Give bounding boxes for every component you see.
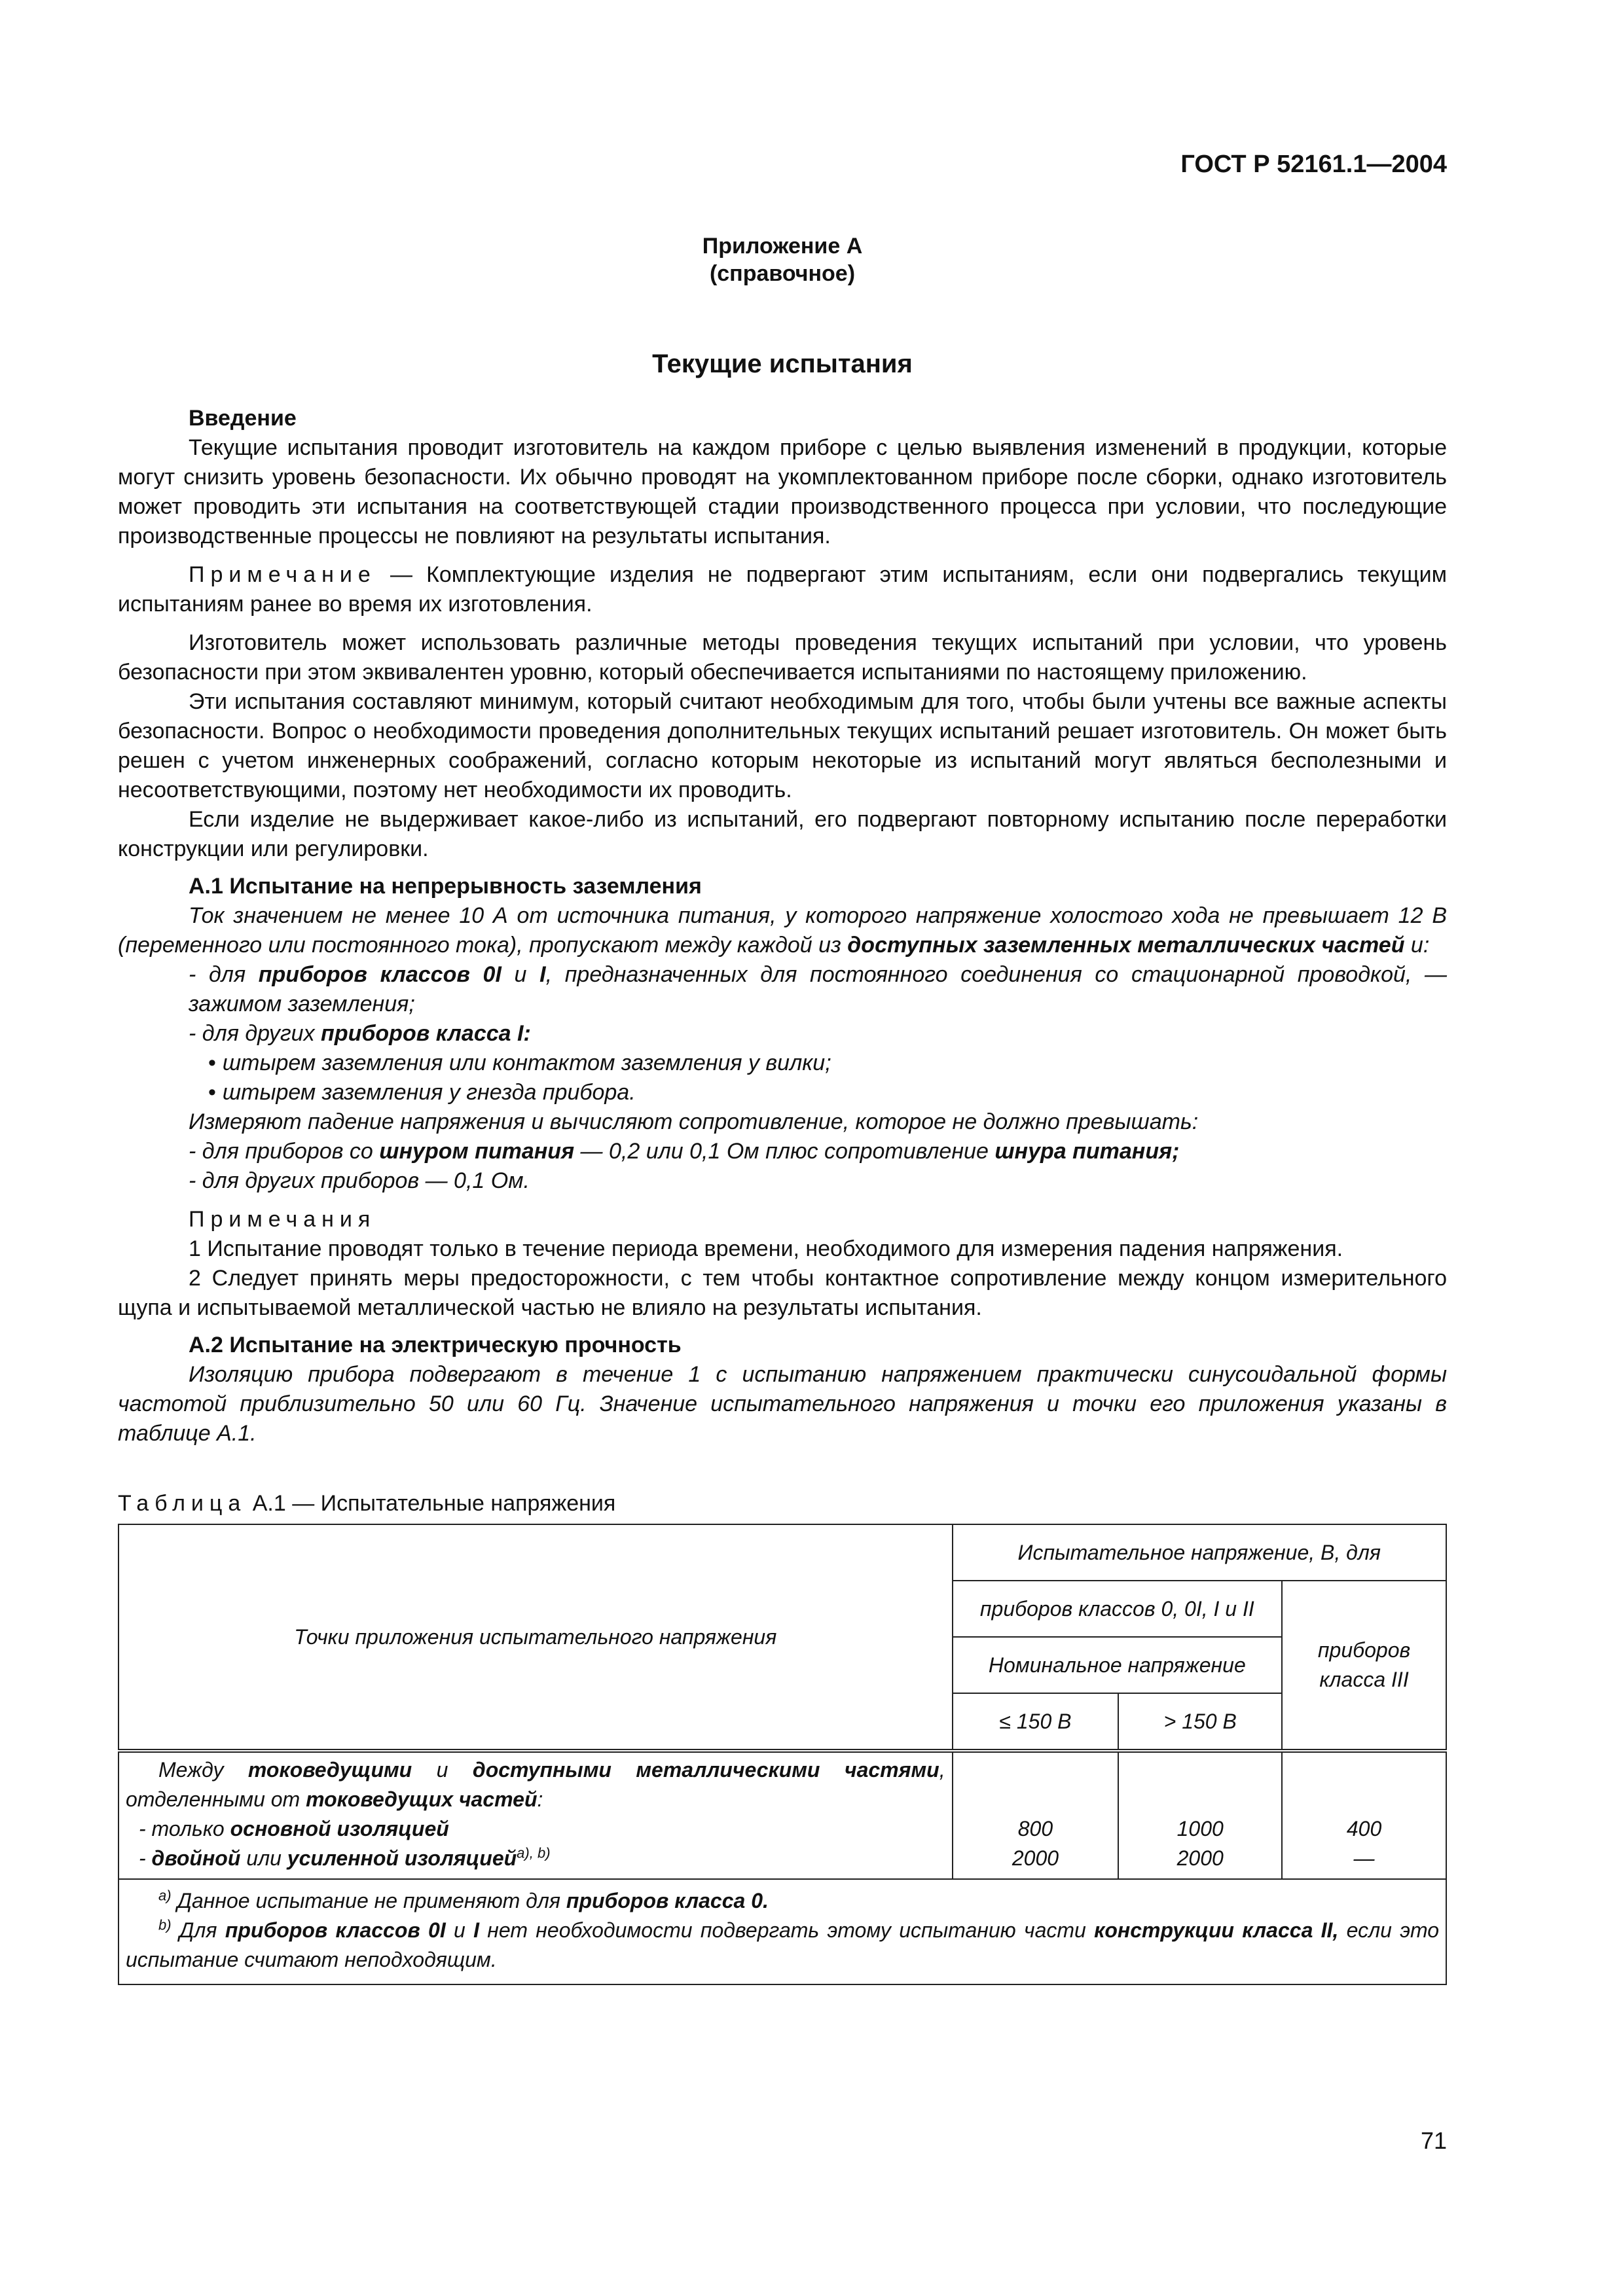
header-classes: приборов классов 0, 0I, I и II (953, 1581, 1283, 1637)
section-a2-heading: А.2 Испытание на электрическую прочность (189, 1333, 682, 1357)
item2-a: - для других (189, 1021, 321, 1046)
m1-a: - для приборов со (189, 1139, 380, 1164)
item1-e: , предназначенных для постоянного соединения со стационарной проводкой, — зажимом заземления; (189, 962, 1447, 1016)
section-a1-heading: А.1 Испытание на непрерывность заземления (189, 874, 702, 899)
document-id: ГОСТ Р 52161.1—2004 (1180, 151, 1447, 178)
row-b: токоведущими (247, 1758, 412, 1782)
m1-d: шнура питания; (994, 1139, 1180, 1164)
header-voltage: Испытательное напряжение, В, для (953, 1524, 1446, 1581)
intro-note (118, 560, 1447, 619)
r1-v3: 400 (1346, 1817, 1382, 1840)
item1-b: приборов классов 0I (258, 962, 501, 987)
a1-notes-label: Примечания (189, 1207, 376, 1232)
item1-d: I (539, 962, 546, 987)
a1-bullet-1: • штырем заземления или контактом заземления у вилки; (118, 1049, 1447, 1078)
fn-b-t3: нет необходимости подвергать этому испытанию части (479, 1918, 1095, 1942)
r1-a: - только (139, 1817, 230, 1840)
fn-b-t2: и (445, 1918, 474, 1942)
footnote-a (126, 1886, 1439, 1916)
row-c: и (412, 1758, 473, 1782)
r2-v3: — (1353, 1846, 1375, 1870)
fn-b-b2: I (473, 1918, 479, 1942)
footnote-b (126, 1916, 1439, 1975)
annex-label: Приложение А (702, 234, 863, 259)
a1-measure: Измеряют падение напряжения и вычисляют сопротивление, которое не должно превышать: (189, 1109, 1199, 1134)
a1-p1-end: и: (1404, 933, 1430, 958)
r1-v1: 800 (1017, 1817, 1053, 1840)
table-caption-text: А.1 — Испытательные напряжения (246, 1491, 616, 1516)
item1-a: - для (189, 962, 259, 987)
annex-type: (справочное) (709, 261, 856, 286)
fn-b-mark: b) (158, 1916, 172, 1933)
col-gt150-values (1118, 1751, 1282, 1879)
row-f: токоведущих частей (306, 1787, 538, 1811)
test-voltage-table (118, 1524, 1447, 1985)
fn-a-mark: a) (158, 1887, 172, 1904)
a2-paragraph-1: Изоляцию прибора подвергают в течение 1 с испытанию напряжением практически синусоидальной формы частотой приблизительно 50 или 60 Гц. Значение испытательного напряжения и точки его приложения указаны в таблице А.1. (118, 1362, 1447, 1446)
header-gt150: > 150 В (1118, 1693, 1282, 1751)
fn-b-t4: если это испытание считают неподходящим. (126, 1918, 1440, 1971)
r2-v1: 2000 (1012, 1846, 1059, 1870)
item2-b: приборов класса I: (321, 1021, 531, 1046)
intro-heading: Введение (189, 406, 297, 431)
a1-item-1 (118, 960, 1447, 1019)
intro-paragraph-4: Если изделие не выдерживает какое-либо из испытаний, его подвергают повторному испытанию после переработки конструкции или регулировки. (118, 807, 1447, 861)
a1-bullet-2: • штырем заземления у гнезда прибора. (118, 1078, 1447, 1107)
page-title: Текущие испытания (652, 350, 913, 378)
a1-p1-text: Ток значением не менее 10 А от источника питания, у которого напряжение холостого хода не превышает 12 В (переменного или постоянного тока), пропускают между каждой из (118, 903, 1447, 958)
m1-c: — 0,2 или 0,1 Ом плюс сопротивление (574, 1139, 995, 1164)
fn-b-b1: приборов классов 0I (225, 1918, 446, 1942)
a1-p1-term: доступных заземленных металлических частей (847, 933, 1405, 958)
col-le150-values (953, 1751, 1119, 1879)
fn-b-b3: конструкции класса II, (1094, 1918, 1339, 1942)
fn-a-bold: приборов класса 0. (566, 1889, 769, 1912)
row-lead (126, 1755, 945, 1814)
row-a: Между (158, 1758, 248, 1782)
header-nominal: Номинальное напряжение (953, 1637, 1283, 1693)
note-label: Примечание (189, 562, 376, 587)
r2-b: двойной (151, 1846, 241, 1870)
page-body (118, 151, 1447, 1985)
note-text: — Комплектующие изделия не подвергают этим испытаниям, если они подвергались текущим испытаниям ранее во время их изготовления. (118, 562, 1447, 617)
r1-v2: 1000 (1176, 1817, 1224, 1840)
header-points: Точки приложения испытательного напряжения (119, 1524, 953, 1751)
col-class3-values (1282, 1751, 1446, 1879)
row-basic (126, 1814, 945, 1844)
annex-heading (118, 232, 1447, 287)
table-caption-label: Таблица (118, 1491, 247, 1516)
row-g: : (537, 1787, 543, 1811)
intro-paragraph-2: Изготовитель может использовать различные методы проведения текущих испытаний при условии, что уровень безопасности при этом эквивалентен уровню, который обеспечивается испытаниями по настоящему приложению. (118, 630, 1447, 685)
r2-a: - (139, 1846, 152, 1870)
r1-b: основной изоляцией (230, 1817, 449, 1840)
header-le150: ≤ 150 В (953, 1693, 1119, 1751)
m1-b: шнуром питания (379, 1139, 575, 1164)
a1-measure-1 (118, 1137, 1447, 1166)
page-number: 71 (1420, 2127, 1447, 2154)
row-e: , отделенными от (126, 1758, 945, 1811)
intro-paragraph-3: Эти испытания составляют минимум, который считают необходимым для того, чтобы были учтены все важные аспекты безопасности. Вопрос о необходимости проведения дополнительных текущих испытаний решает изготовитель. Он может быть решен с учетом инженерных соображений, согласно которым некоторые из испытаний могут являться бесполезными и несоответствующими, поэтому нет необходимости их проводить. (118, 689, 1447, 802)
intro-paragraph-1: Текущие испытания проводит изготовитель на каждом приборе с целью выявления изменений в продукции, которые могут снизить уровень безопасности. Их обычно проводят на укомплектованном приборе после сборки, однако изготовитель может проводить эти испытания на соответствующей стадии производственного процесса при условии, что последующие производственные процессы не повлияют на результаты испытания. (118, 435, 1447, 548)
fn-b-t1: Для (171, 1918, 225, 1942)
row-d: доступными металлическими частями (472, 1758, 939, 1782)
a1-measure-2: - для других приборов — 0,1 Ом. (189, 1168, 530, 1193)
a1-note-1: 1 Испытание проводят только в течение периода времени, необходимого для измерения падения напряжения. (189, 1236, 1343, 1261)
a1-paragraph-1 (118, 901, 1447, 960)
table-row-description (119, 1751, 953, 1879)
r2-sup: a), b) (517, 1844, 551, 1861)
row-double (126, 1844, 945, 1873)
table-footnotes (119, 1879, 1446, 1984)
item1-c: и (501, 962, 540, 987)
a1-note-2: 2 Следует принять меры предосторожности, с тем чтобы контактное сопротивление между концом измерительного щупа и испытываемой металлической частью не влияло на результаты испытания. (118, 1266, 1447, 1320)
table-caption (118, 1489, 1447, 1518)
r2-c: или (240, 1846, 287, 1870)
r2-d: усиленной изоляцией (287, 1846, 517, 1870)
a1-item-2 (118, 1019, 1447, 1049)
header-class3: приборов класса III (1282, 1581, 1446, 1751)
fn-a-text: Данное испытание не применяют для (171, 1889, 566, 1912)
r2-v2: 2000 (1176, 1846, 1224, 1870)
